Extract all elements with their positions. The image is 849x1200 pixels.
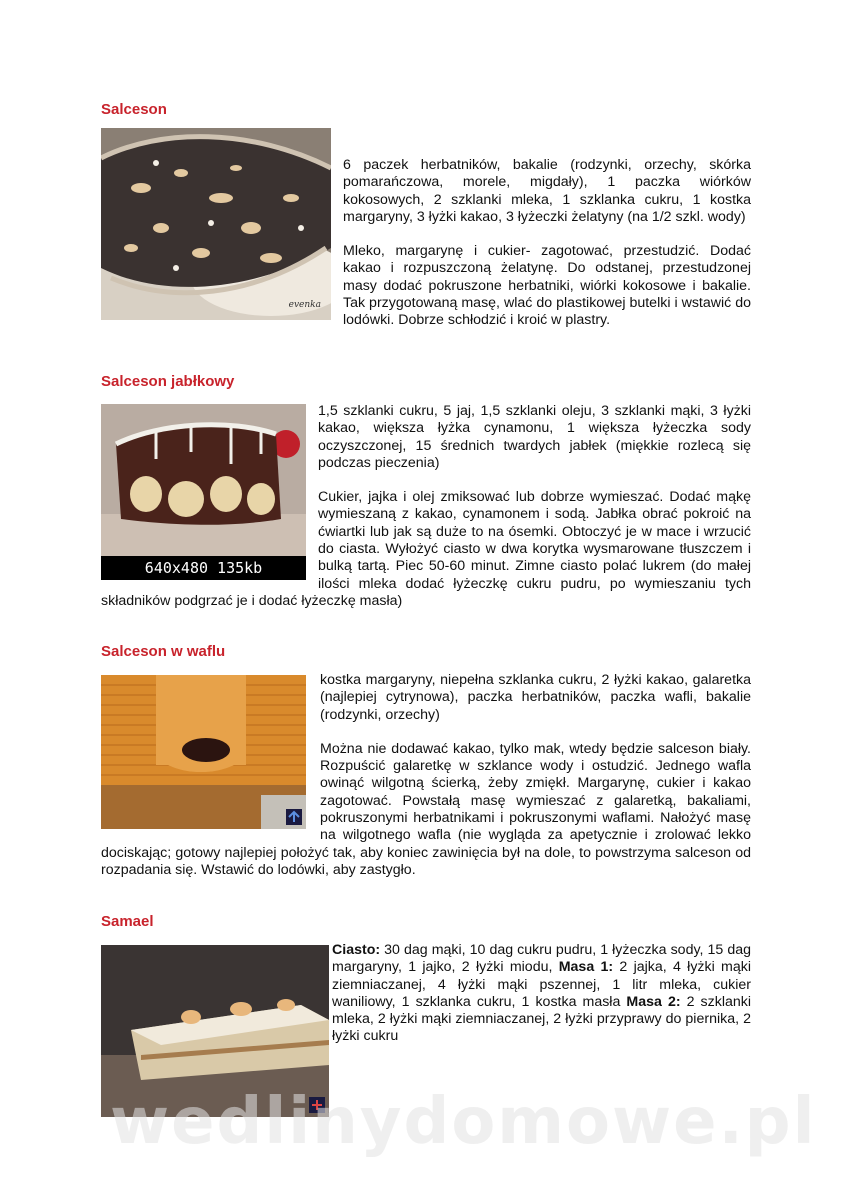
- wafer-roll-image: [101, 675, 306, 829]
- label-masa-1: Masa 1:: [558, 959, 614, 976]
- watermark: wedlinydomowe.pl: [110, 1085, 817, 1159]
- ingredients-text: 6 paczek herbatników, bakalie (rodzynki, orzechy, skórka pomarańczowa, morele, migdały), 1 paczka wiórków kokosowych, 2 szklanki mleka, 1 szklanka cukru, 1 kostka margaryny, 3 łyżki kakao, 3 łyżeczki żelatyny (na 1/2 szkl. wody): [343, 157, 751, 225]
- apple-cake-image: [101, 404, 306, 580]
- recipe-body: [101, 939, 751, 1046]
- method-text: Mleko, margarynę i cukier- zagotować, przestudzić. Dodać kakao i rozpuszczoną żelatynę. Do odstanej, przestudzonej masy dodać pokruszone herbatniki, wiórki kokosowe i bakalie. Tak przygotowaną masę, wlać do plastikowej butelki i wstawić do lodówki. Dobrze schłodzić i kroić w plastry.: [343, 243, 751, 329]
- recipe-salceson-w-waflu: [101, 643, 751, 879]
- label-ciasto: Ciasto:: [332, 942, 381, 958]
- ingredients-text: 1,5 szklanki cukru, 5 jaj, 1,5 szklanki oleju, 3 szklanki mąki, 3 łyżki kakao, większa łyżka cynamonu, 1 większa łyżeczka sody oczyszczonej, 15 średnich twardych jabłek (miękkie rozlecą się podczas pieczenia): [318, 403, 751, 471]
- method-text: Cukier, jajka i olej zmiksować lub dobrze wymieszać. Dodać mąkę wymieszaną z kakao, cynamonem i sodą. Jabłka obrać pokroić na ćwiartki lub jak są duże to na ósemki. Obtoczyć je w mace i wrzucić do ciasta. Wyłożyć ciasto w dwa korytka wysmarowane tłuszczem i bulką tartą. Piec 50-60 minut. Zimne ciasto polać lukrem (do małej ilości mleka dodać łyżeczkę cukru pudru, po wymieszaniu tych składników podgrzać je i dodać łyżeczkę masła): [101, 489, 751, 609]
- salceson-w-waflu-photo: [101, 675, 306, 829]
- label-masa-2: Masa 2:: [626, 993, 681, 1010]
- recipe-salceson-jablkowy: [101, 373, 751, 610]
- recipe-salceson: [101, 101, 751, 330]
- text-masa-1: 2 jajka, 4 łyżki mąki ziemniaczanej, 4 łyżki mąki pszennej, 1 litr mleka, cukier waniliowy, 1 szklanka cukru, 1 kostka masła: [332, 959, 752, 1010]
- text-ciasto: 30 dag mąki, 10 dag cukru pudru, 1 łyżeczka sody, 15 dag margaryny, 1 jajko, 2 łyżki miodu,: [332, 942, 751, 976]
- ingredients-text: kostka margaryny, niepełna szklanka cukru, 2 łyżki kakao, galaretka (najlepiej cytrynowa), paczka herbatników, paczka wafli, bakalie (rodzynki, orzechy): [320, 672, 751, 723]
- expand-icon[interactable]: [286, 809, 302, 825]
- recipe-title: Salceson w waflu: [101, 643, 226, 660]
- text-masa-2: 2 szklanki mleka, 2 łyżki mąki ziemniaczanej, 2 łyżki przyprawy do piernika, 2 łyżki cukru: [332, 993, 752, 1045]
- salceson-jablkowy-photo: [101, 404, 306, 580]
- recipe-title: Salceson jabłkowy: [101, 373, 235, 390]
- recipe-title: Samael: [101, 913, 154, 930]
- recipe-body: [101, 399, 751, 610]
- recipe-title: Salceson: [101, 101, 167, 118]
- photo-signature: evenka: [288, 299, 321, 310]
- method-text: Można nie dodawać kakao, tylko mak, wtedy będzie salceson biały. Rozpuścić galaretkę w szklance wody i ostudzić. Jednego wafla owinąć wilgotną ścierką, żeby zmiękł. Margarynę, cukier i kakao zagotować. Powstałą masę wymieszać z galaretką, bakaliami, pokruszonymi herbatnikami i pokruszonymi waflami. Nałożyć masę na wilgotnego wafla (nie wygląda za apetycznie i zrolować lekko dociskając; gotowy najlepiej położyć tak, aby koniec zawinięcia był na dole, to powstrzyma salceson od rozpadania się. Wstawić do lodówki, aby zastygło.: [101, 740, 751, 878]
- recipe-body: [101, 669, 751, 879]
- salceson-image: [101, 128, 331, 320]
- photo-size-caption: 640x480 135kb: [101, 556, 306, 580]
- recipe-body: [101, 127, 751, 330]
- salceson-photo: [101, 128, 331, 320]
